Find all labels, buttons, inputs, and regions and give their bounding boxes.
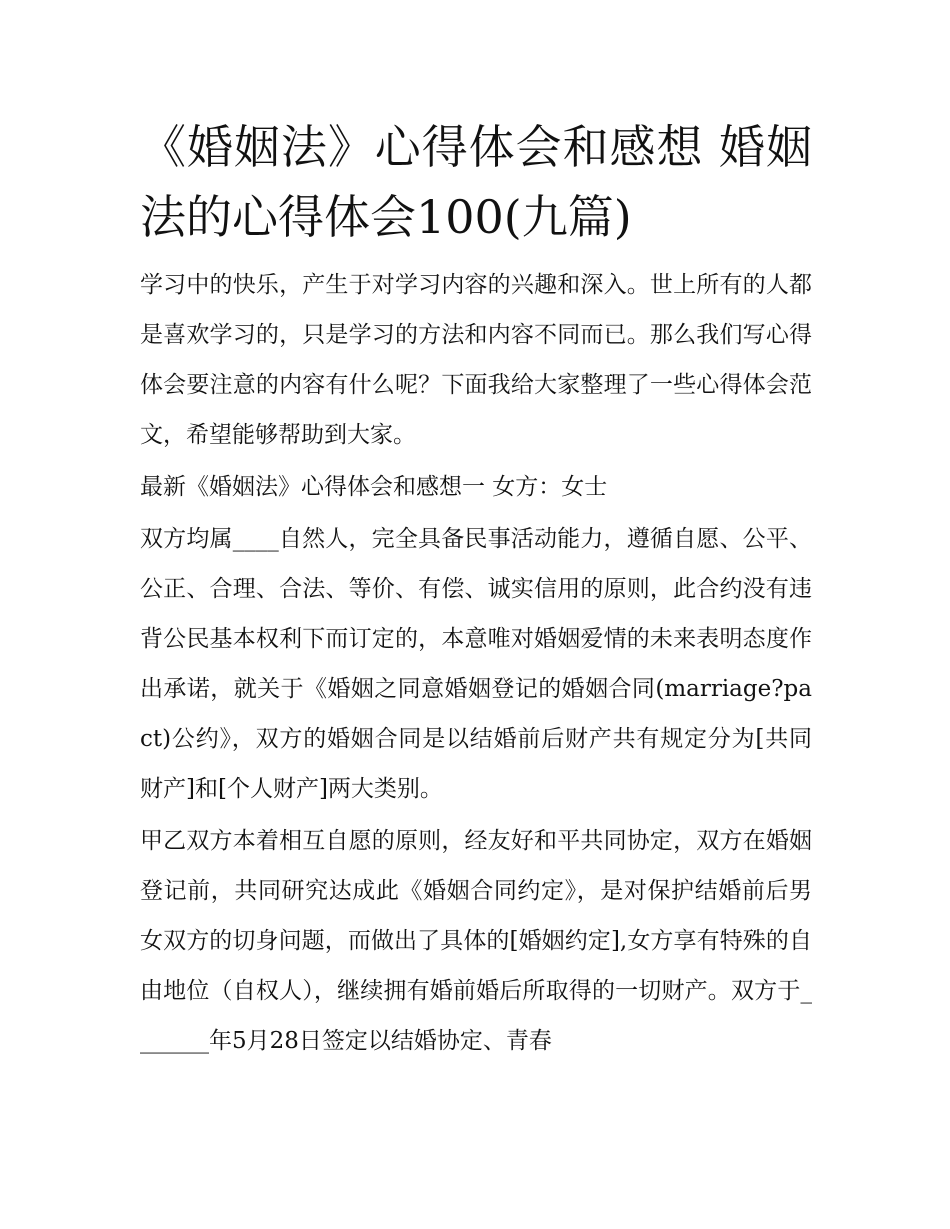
paragraph-agreement: 甲乙双方本着相互自愿的原则，经友好和平共同协定，双方在婚姻登记前，共同研究达成此《婚姻合同约定》，是对保护结婚前后男女双方的切身问题，而做出了具体的[婚姻约定],女方享有特殊的自由地位（自权人），继续拥有婚前婚后所取得的一切财产。双方于_______年5月28日签定以结婚协定、青春 [140, 828, 812, 1054]
paragraph-contract-terms: 双方均属____自然人，完全具备民事活动能力，遵循自愿、公平、公正、合理、合法、等价、有偿、诚实信用的原则，此合约没有违背公民基本权利下而订定的，本意唯对婚姻爱情的未来表明态度作出承诺，就关于《婚姻之同意婚姻登记的婚姻合同(marriage?pact)公约》，双方的婚姻合同是以结婚前后财产共有规定分为[共同财产]和[个人财产]两大类别。 [140, 526, 812, 802]
document-title: 《婚姻法》心得体会和感想 婚姻法的心得体会100(九篇) [140, 120, 812, 244]
document-page [140, 112, 812, 1068]
paragraph-intro: 学习中的快乐，产生于对学习内容的兴趣和深入。世上所有的人都是喜欢学习的，只是学习的方法和内容不同而已。那么我们写心得体会要注意的内容有什么呢？下面我给大家整理了一些心得体会范文，希望能够帮助到大家。 [140, 272, 812, 448]
paragraph-section-heading: 最新《婚姻法》心得体会和感想一 女方：女士 [140, 474, 608, 500]
